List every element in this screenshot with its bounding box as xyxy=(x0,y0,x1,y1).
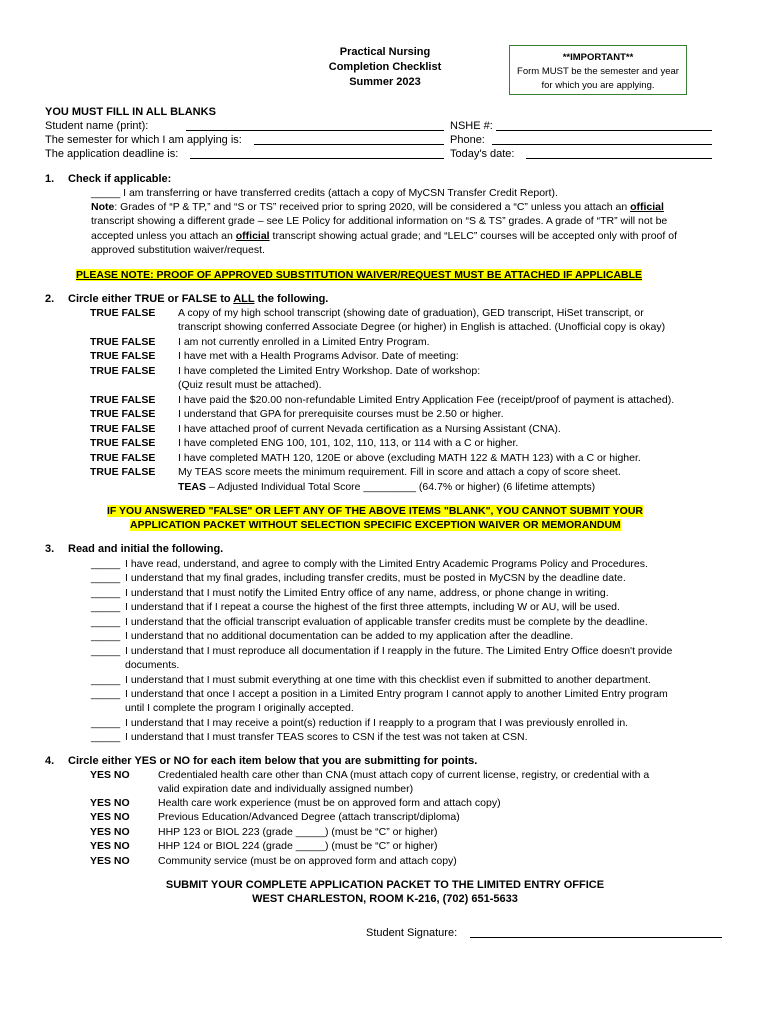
note-line-3 xyxy=(91,229,677,243)
acknowledgement-item: I understand that I must transfer TEAS scores to CSN if the test was not taken at CSN. xyxy=(125,731,528,743)
checklist-item: (Quiz result must be attached). xyxy=(178,379,322,391)
true-false-choice[interactable]: TRUE FALSE xyxy=(90,365,156,377)
note-line-1 xyxy=(91,200,664,214)
initial-blank[interactable]: _____ xyxy=(91,587,121,599)
submit-line-2: WEST CHARLESTON, ROOM K-216, (702) 651-5633 xyxy=(252,893,518,905)
warning-text-1: IF YOU ANSWERED "FALSE" OR LEFT ANY OF THE ABOVE ITEMS "BLANK", YOU CANNOT SUBMIT YOUR xyxy=(107,505,643,517)
true-false-choice[interactable]: TRUE FALSE xyxy=(90,336,156,348)
note-text-c1: accepted unless you attach an xyxy=(91,230,236,242)
important-title: **IMPORTANT** xyxy=(562,52,634,63)
semester-field[interactable] xyxy=(254,133,444,145)
note-line-2: transcript showing a different grade – see LE Policy for additional information on “S & TS” grades. A grade of “TR” will not be xyxy=(91,215,668,227)
true-false-choice[interactable]: TRUE FALSE xyxy=(90,466,156,478)
points-item: Previous Education/Advanced Degree (attach transcript/diploma) xyxy=(158,811,460,823)
checklist-item: A copy of my high school transcript (showing date of graduation), GED transcript, HiSet transcript, or xyxy=(178,307,644,319)
title-line: Summer 2023 xyxy=(349,76,421,88)
important-line: for which you are applying. xyxy=(541,80,655,91)
student-name-field[interactable] xyxy=(186,119,444,131)
initial-blank[interactable]: _____ xyxy=(91,717,121,729)
true-false-choice[interactable]: TRUE FALSE xyxy=(90,437,156,449)
official-text: official xyxy=(630,201,664,213)
acknowledgement-item: I understand that I must submit everything at one time with this checklist even if submitted to another department. xyxy=(125,674,651,686)
note-text-c2: transcript showing actual grade; and “LELC” courses will be accepted only with proof of xyxy=(269,230,677,242)
title-line: Completion Checklist xyxy=(328,61,442,73)
important-line: Form MUST be the semester and year xyxy=(517,66,679,77)
true-false-choice[interactable]: TRUE FALSE xyxy=(90,394,156,406)
section-2-heading-a: Circle either TRUE or FALSE to xyxy=(68,293,234,305)
acknowledgement-item: I understand that if I repeat a course the highest of the first three attempts, including W or AU, will be used. xyxy=(125,601,620,613)
note-line-4: approved substitution waiver/request. xyxy=(91,244,265,256)
section-2-heading-b: the following. xyxy=(254,293,329,305)
acknowledgement-item: I understand that I must reproduce all documentation if I reapply in the future. The Limited Entry Office doesn't provide xyxy=(125,645,673,657)
initial-blank[interactable]: _____ xyxy=(91,616,121,628)
true-false-choice[interactable]: TRUE FALSE xyxy=(90,350,156,362)
initial-blank[interactable]: _____ xyxy=(91,674,121,686)
warning-line-2 xyxy=(130,518,621,532)
checklist-item: I have met with a Health Programs Advisor. Date of meeting: xyxy=(178,350,459,362)
true-false-choice[interactable]: TRUE FALSE xyxy=(90,408,156,420)
yes-no-choice[interactable]: YES NO xyxy=(90,826,130,838)
signature-label: Student Signature: xyxy=(366,927,458,939)
points-item: HHP 123 or BIOL 223 (grade _____) (must be “C” or higher) xyxy=(158,826,438,838)
section-4-heading: Circle either YES or NO for each item below that you are submitting for points. xyxy=(68,755,478,767)
initial-blank[interactable]: _____ xyxy=(91,558,121,570)
checklist-item: My TEAS score meets the minimum requirement. Fill in score and attach a copy of score sheet. xyxy=(178,466,621,478)
checklist-item: I have attached proof of current Nevada certification as a Nursing Assistant (CNA). xyxy=(178,423,561,435)
note-label: Note xyxy=(91,201,115,213)
section-2-number: 2. xyxy=(45,293,55,305)
true-false-choice[interactable]: TRUE FALSE xyxy=(90,452,156,464)
acknowledgement-item: documents. xyxy=(125,659,180,671)
phone-label: Phone: xyxy=(450,134,485,146)
acknowledgement-item: I understand that no additional documentation can be added to my application after the deadline. xyxy=(125,630,574,642)
official-text: official xyxy=(235,230,270,242)
points-item: HHP 124 or BIOL 224 (grade _____) (must be “C” or higher) xyxy=(158,840,438,852)
fill-heading: YOU MUST FILL IN ALL BLANKS xyxy=(45,106,216,118)
teas-label: TEAS xyxy=(178,481,207,493)
points-item: Health care work experience (must be on approved form and attach copy) xyxy=(158,797,501,809)
warning-text-2: APPLICATION PACKET WITHOUT SELECTION SPECIFIC EXCEPTION WAIVER OR MEMORANDUM xyxy=(130,519,621,531)
section-1-heading: Check if applicable: xyxy=(68,173,172,185)
checklist-item: transcript showing conferred Associate Degree (or higher) in English is attached. (Unofficial copy is okay) xyxy=(178,321,666,333)
signature-field[interactable] xyxy=(470,926,722,938)
submit-line-1: SUBMIT YOUR COMPLETE APPLICATION PACKET TO THE LIMITED ENTRY OFFICE xyxy=(165,879,605,891)
warning-line-1 xyxy=(107,504,643,518)
semester-label: The semester for which I am applying is: xyxy=(45,134,242,146)
student-name-label: Student name (print): xyxy=(45,120,149,132)
checklist-item: I have completed the Limited Entry Workshop. Date of workshop: xyxy=(178,365,481,377)
today-label: Today's date: xyxy=(450,148,515,160)
initial-blank[interactable]: _____ xyxy=(91,645,121,657)
today-date-field[interactable] xyxy=(526,147,712,159)
initial-blank[interactable]: _____ xyxy=(91,688,121,700)
yes-no-choice[interactable]: YES NO xyxy=(90,811,130,823)
student-name-row xyxy=(45,119,148,133)
phone-field[interactable] xyxy=(492,133,712,145)
please-note-banner xyxy=(76,268,642,282)
teas-text: – Adjusted Individual Total Score _________ (64.7% or higher) (6 lifetime attempts) xyxy=(206,481,596,493)
initial-blank[interactable]: _____ xyxy=(91,630,121,642)
acknowledgement-item: I understand that I may receive a point(s) reduction if I reapply to a program that I was previously enrolled in. xyxy=(125,717,629,729)
deadline-label: The application deadline is: xyxy=(45,148,179,160)
please-note-text: PLEASE NOTE: PROOF OF APPROVED SUBSTITUTION WAIVER/REQUEST MUST BE ATTACHED IF APPLICABLE xyxy=(76,269,643,281)
true-false-choice[interactable]: TRUE FALSE xyxy=(90,307,156,319)
true-false-choice[interactable]: TRUE FALSE xyxy=(90,423,156,435)
section-2-heading xyxy=(68,292,328,306)
points-item: Credentialed health care other than CNA (must attach copy of current license, registry, or credential with a xyxy=(158,769,650,781)
yes-no-choice[interactable]: YES NO xyxy=(90,797,130,809)
section-3-heading: Read and initial the following. xyxy=(68,543,224,555)
checklist-item: I have paid the $20.00 non-refundable Limited Entry Application Fee (receipt/proof of payment is attached). xyxy=(178,394,675,406)
nshe-label: NSHE #: xyxy=(450,120,493,132)
checklist-item: I have completed MATH 120, 120E or above (excluding MATH 122 & MATH 123) with a C or higher. xyxy=(178,452,641,464)
checklist-item: I understand that GPA for prerequisite courses must be 2.50 or higher. xyxy=(178,408,504,420)
yes-no-choice[interactable]: YES NO xyxy=(90,769,130,781)
acknowledgement-item: I understand that once I accept a position in a Limited Entry program I cannot apply to another Limited Entry program xyxy=(125,688,668,700)
points-item: Community service (must be on approved form and attach copy) xyxy=(158,855,457,867)
nshe-field[interactable] xyxy=(496,119,712,131)
yes-no-choice[interactable]: YES NO xyxy=(90,840,130,852)
checklist-title xyxy=(300,45,470,90)
acknowledgement-item: I understand that the official transcript evaluation of applicable transfer credits must be complete by the deadline. xyxy=(125,616,648,628)
section-2-heading-all: ALL xyxy=(233,293,255,305)
title-line: Practical Nursing xyxy=(339,46,431,58)
teas-line xyxy=(178,480,595,494)
acknowledgement-item: I understand that I must notify the Limited Entry office of any name, address, or phone change in writing. xyxy=(125,587,609,599)
checklist-item: I have completed ENG 100, 101, 102, 110, 113, or 114 with a C or higher. xyxy=(178,437,519,449)
initial-blank[interactable]: _____ xyxy=(91,731,121,743)
transfer-credit-line: _____ I am transferring or have transferred credits (attach a copy of MyCSN Transfer Credit Report). xyxy=(91,187,558,199)
note-text-a: : Grades of “P & TP,” and “S or TS” received prior to spring 2020, will be considered a “C” unless you attach an xyxy=(114,201,631,213)
section-4-number: 4. xyxy=(45,755,55,767)
section-1-number: 1. xyxy=(45,173,55,185)
acknowledgement-item: I understand that my final grades, including transfer credits, must be posted in MyCSN by the deadline date. xyxy=(125,572,626,584)
checklist-item: I am not currently enrolled in a Limited Entry Program. xyxy=(178,336,430,348)
initial-blank[interactable]: _____ xyxy=(91,601,121,613)
acknowledgement-item: I have read, understand, and agree to comply with the Limited Entry Academic Programs Policy and Procedures. xyxy=(125,558,648,570)
points-item: valid expiration date and individually assigned number) xyxy=(158,783,414,795)
section-3-number: 3. xyxy=(45,543,55,555)
important-notice-box xyxy=(509,45,687,95)
deadline-field[interactable] xyxy=(190,147,444,159)
acknowledgement-item: until I complete the program I originally accepted. xyxy=(125,702,354,714)
yes-no-choice[interactable]: YES NO xyxy=(90,855,130,867)
initial-blank[interactable]: _____ xyxy=(91,572,121,584)
